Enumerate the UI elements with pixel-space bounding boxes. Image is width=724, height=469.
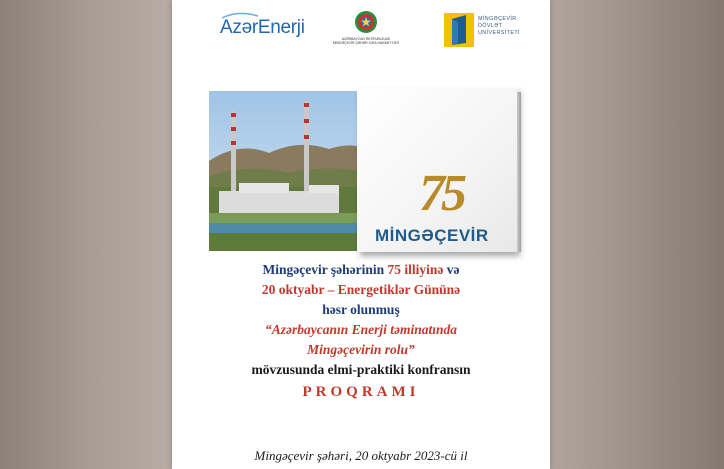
emblem-caption (324, 37, 408, 45)
title-line-5: Mingəçevirin rolu” (307, 342, 415, 357)
power-plant-photo (209, 91, 359, 251)
university-name-line1: MİNGƏÇEVİR (478, 16, 517, 22)
title-line-3: həsr olunmuş (322, 302, 400, 317)
state-emblem (324, 10, 408, 50)
title-line-1 (172, 260, 550, 280)
azerenerji-logo (218, 12, 314, 42)
university-name-line2: DÖVLƏT (478, 23, 503, 29)
azerenerji-logo-text: AzərEnerji (220, 17, 305, 38)
emblem-caption-line1: AZƏRBAYCAN RESPUBLİKASI (341, 37, 391, 41)
title-line-2: 20 oktyabr – Energetiklər Gününə (261, 282, 461, 297)
title-line-4: “Azərbaycanın Enerji təminatında (264, 322, 458, 337)
university-logo-icon (444, 13, 474, 47)
emblem-caption-line2: MİNGƏÇEVİR ŞƏHƏR İCRA HAKİMİYYƏTİ (332, 41, 400, 45)
title-line-1c: və (443, 262, 460, 277)
header-logos (172, 0, 550, 60)
university-name-line3: UNİVERSİTETİ (478, 30, 520, 36)
book-edge (517, 92, 521, 252)
power-plant-illustration (209, 91, 359, 251)
title-line-6: mövzusunda elmi-praktiki konfransın (251, 362, 471, 377)
program-heading: PROQRAMI (302, 384, 420, 400)
document-page (172, 0, 550, 469)
emblem-icon (354, 10, 378, 34)
footer-place-date: Mingəçevir şəhəri, 20 oktyabr 2023-cü il (254, 448, 468, 463)
university-name (478, 16, 548, 37)
title-line-1b: 75 illiyinə (387, 262, 444, 277)
title-line-1a: Mingəçevir şəhərinin (262, 262, 388, 277)
anniversary-number: 75 (419, 165, 463, 222)
cover-image (209, 88, 521, 254)
city-name-cover: MİNGƏÇEVİR (375, 226, 489, 245)
anniversary-book (357, 88, 517, 252)
program-title (172, 260, 550, 402)
